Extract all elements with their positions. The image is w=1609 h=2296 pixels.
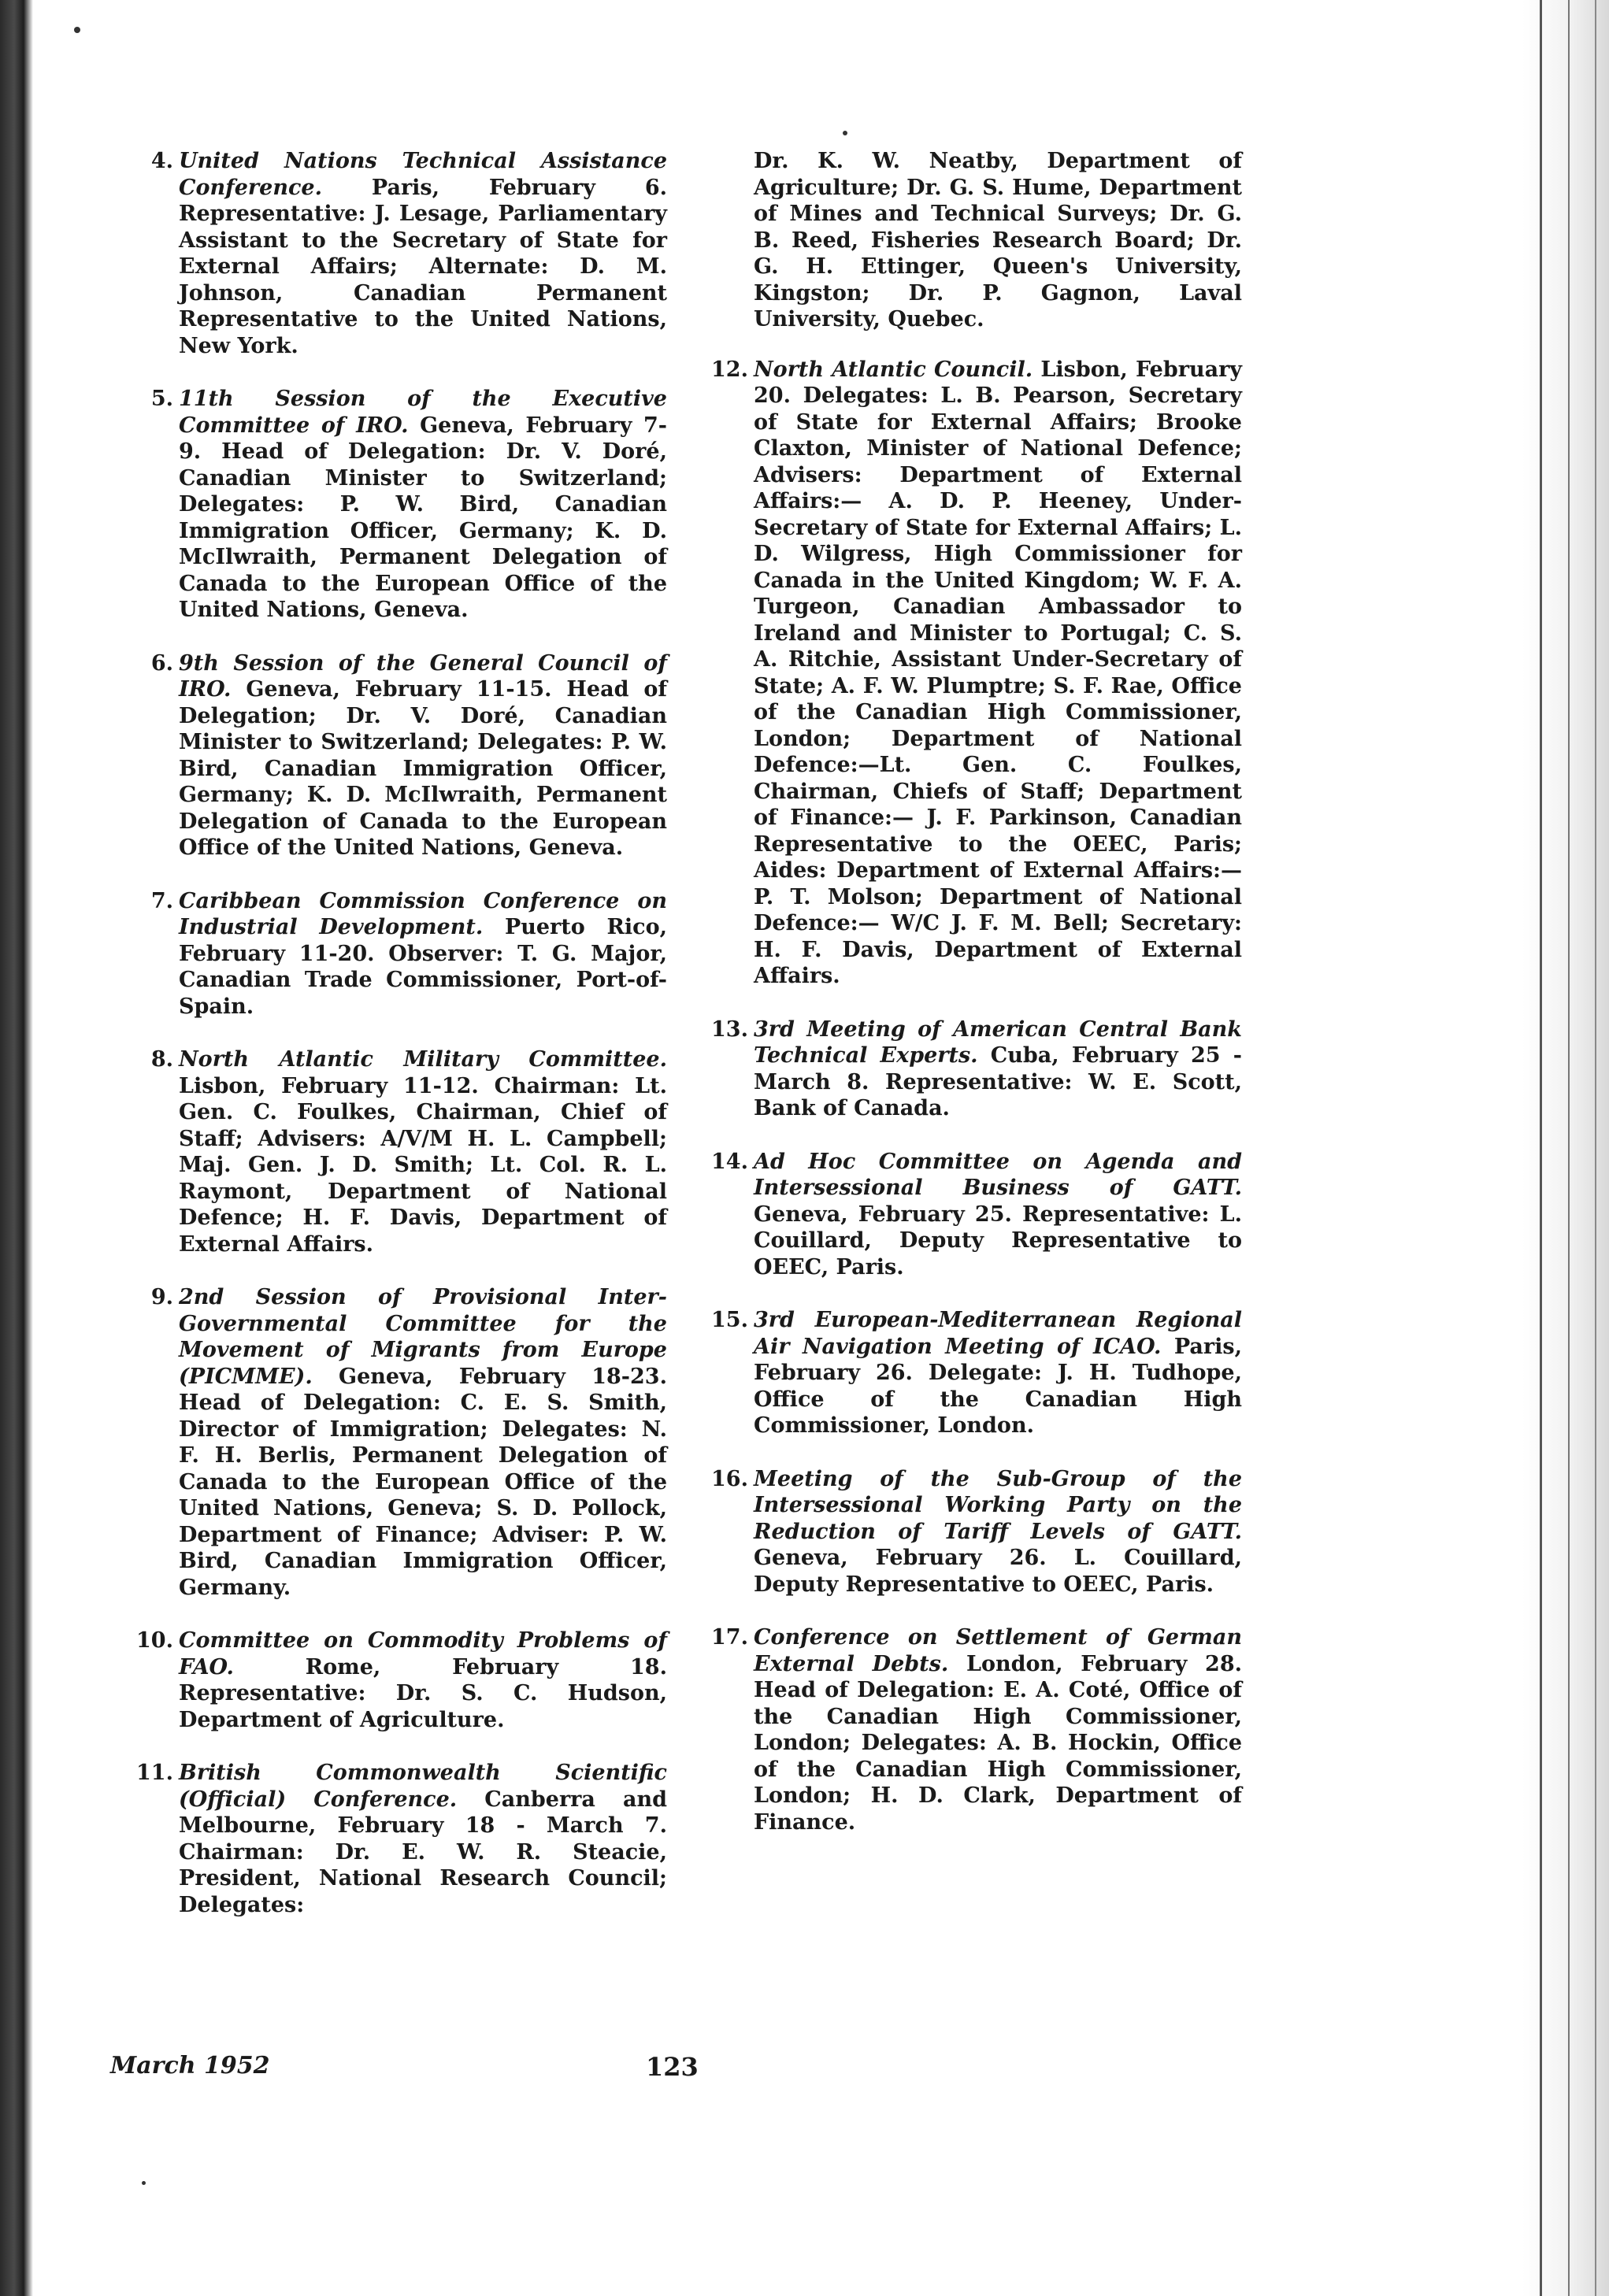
list-item bbox=[135, 1628, 667, 1733]
item-body: Rome, February 18. Representative: Dr. S. C. Hudson, Department of Agriculture. bbox=[179, 1654, 667, 1732]
item-body: Paris, February 6. Representative: J. Lesage, Parliamentary Assistant to the Secretary of State for External Affairs; Alternate: D. M. Johnson, Canadian Permanent Representative to the United Nations, New York. bbox=[179, 175, 668, 358]
item-body: Geneva, February 18-23. Head of Delegation: C. E. S. Smith, Director of Immigration; Delegates: N. F. H. Berlis, Permanent Delegation of Canada to the European Office of the United Nations, Geneva; S. D. Pollock, Department of Finance; Adviser: P. W. Bird, Canadian Immigration Officer, Germany. bbox=[179, 1364, 667, 1600]
item-number: 13. bbox=[711, 1017, 748, 1042]
item-title: Conference on Settlement of German External Debts. bbox=[754, 1625, 1242, 1676]
scan-right-edge bbox=[1522, 0, 1609, 2296]
scan-edge-line bbox=[1595, 0, 1596, 2296]
item-title: United Nations Technical Assistance Conference. bbox=[179, 149, 667, 200]
item-body: Cuba, February 25 - March 8. Representative: W. E. Scott, Bank of Canada. bbox=[754, 1043, 1242, 1120]
item-body: Geneva, February 26. L. Couillard, Deputy Representative to OEEC, Paris. bbox=[754, 1546, 1242, 1597]
page-number: 123 bbox=[646, 2052, 699, 2082]
item-number: 7. bbox=[150, 888, 173, 913]
item-body: Geneva, February 25. Representative: L. Couillard, Deputy Representative to OEEC, Paris. bbox=[754, 1202, 1242, 1279]
scan-edge-line bbox=[1540, 0, 1542, 2296]
list-item bbox=[710, 1307, 1242, 1439]
item-title: 2nd Session of Provisional Inter-Governmental Committee for the Movement of Migrants from Europe (PICMME). bbox=[179, 1285, 667, 1389]
item-body: Paris, February 26. Delegate: J. H. Tudhope, Office of the Canadian High Commissioner, London. bbox=[754, 1334, 1242, 1438]
item-number: 15. bbox=[711, 1308, 748, 1332]
list-item bbox=[135, 386, 667, 624]
item-number: 9. bbox=[150, 1285, 173, 1309]
list-item bbox=[135, 1760, 667, 1918]
scan-left-edge bbox=[0, 0, 33, 2296]
scan-speck bbox=[142, 2181, 146, 2185]
item-number: 8. bbox=[150, 1047, 173, 1072]
list-item bbox=[710, 1624, 1242, 1835]
item-number: 17. bbox=[711, 1625, 748, 1650]
item-title: North Atlantic Military Committee. bbox=[179, 1047, 667, 1072]
scan-speck bbox=[843, 131, 847, 135]
item-number: 10. bbox=[136, 1628, 173, 1653]
list-item bbox=[135, 888, 667, 1020]
list-item bbox=[135, 148, 667, 359]
list-item bbox=[710, 1017, 1242, 1122]
item-title: North Atlantic Council. bbox=[754, 357, 1041, 382]
item-body: Geneva, February 11-15. Head of Delegation; Dr. V. Doré, Canadian Minister to Switzerland; Delegates: P. W. Bird, Canadian Immigration Officer, Germany; K. D. McIlwraith, Permanent Delegation of Canada to the European Office of the United Nations, Geneva. bbox=[179, 677, 667, 860]
continued-text: Dr. K. W. Neatby, Department of Agriculture; Dr. G. S. Hume, Department of Mines and Technical Surveys; Dr. G. B. Reed, Fisheries Research Board; Dr. G. H. Ettinger, Queen's University, Kingston; Dr. P. Gagnon, Laval University, Quebec. bbox=[754, 149, 1242, 331]
list-item bbox=[135, 1284, 667, 1601]
list-item bbox=[710, 1149, 1242, 1281]
item-title: 9th Session of the General Council of IRO. bbox=[179, 650, 667, 702]
item-number: 6. bbox=[150, 650, 173, 676]
list-item bbox=[710, 1466, 1242, 1598]
item-title: British Commonwealth Scientific (Official) Conference. bbox=[179, 1761, 667, 1812]
right-column bbox=[710, 148, 1242, 1862]
item-number: 11. bbox=[136, 1761, 173, 1785]
left-column bbox=[135, 148, 667, 1945]
item-number: 16. bbox=[711, 1466, 748, 1491]
item-title: Committee on Commodity Problems of FAO. bbox=[179, 1628, 667, 1679]
footer-date: March 1952 bbox=[110, 2052, 270, 2079]
item-body: Canberra and Melbourne, February 18 - March 7. Chairman: Dr. E. W. R. Steacie, President, National Research Council; Delegates: bbox=[179, 1787, 667, 1917]
item-body: Geneva, February 7-9. Head of Delegation: Dr. V. Doré, Canadian Minister to Switzerland; Delegates: P. W. Bird, Canadian Immigration Officer, Germany; K. D. McIlwraith, Permanent Delegation of Canada to the European Office of the United Nations, Geneva. bbox=[179, 413, 667, 622]
item-title: 3rd Meeting of American Central Bank Technical Experts. bbox=[754, 1017, 1242, 1068]
item-number: 5. bbox=[150, 387, 173, 411]
item-number: 4. bbox=[150, 149, 173, 173]
item-number: 12. bbox=[711, 357, 748, 382]
item-title: 3rd European-Mediterranean Regional Air Navigation Meeting of ICAO. bbox=[754, 1308, 1242, 1359]
item-title: Meeting of the Sub-Group of the Intersessional Working Party on the Reduction of Tariff Levels of GATT. bbox=[754, 1466, 1242, 1544]
item-body: Lisbon, February 20. Delegates: L. B. Pearson, Secretary of State for External Affairs; Brooke Claxton, Minister of National Defence; Advisers: Department of External Affairs:— A. D. P. Heeney, Under-Secretary of State for External Affairs; L. D. Wilgress, High Commissioner for Canada in the United Kingdom; W. F. A. Turgeon, Canadian Ambassador to Ireland and Minister to Portugal; C. S. A. Ritchie, Assistant Under-Secretary of State; A. F. W. Plumptre; S. F. Rae, Office of the Canadian High Commissioner, London; Department of National Defence:—Lt. Gen. C. Foulkes, Chairman, Chiefs of Staff; Department of Finance:— J. F. Parkinson, Canadian Representative to the OEEC, Paris; Aides: Department of External Affairs:— P. T. Molson; Department of National Defence:— W/C J. F. M. Bell; Secretary: H. F. Davis, Department of External Affairs. bbox=[754, 357, 1242, 988]
list-item bbox=[710, 357, 1242, 990]
item-title: 11th Session of the Executive Committee of IRO. bbox=[179, 387, 667, 438]
list-item bbox=[135, 1046, 667, 1257]
scan-speck bbox=[74, 27, 80, 33]
list-item bbox=[135, 650, 667, 861]
scan-edge-line bbox=[1568, 0, 1570, 2296]
item-body: Puerto Rico, February 11-20. Observer: T. G. Major, Canadian Trade Commissioner, Port-of-Spain. bbox=[179, 915, 668, 1019]
item-number: 14. bbox=[711, 1149, 748, 1174]
item-title: Ad Hoc Committee on Agenda and Intersessional Business of GATT. bbox=[754, 1149, 1242, 1200]
item-title: Caribbean Commission Conference on Industrial Development. bbox=[179, 888, 667, 939]
item-body: London, February 28. Head of Delegation: E. A. Coté, Office of the Canadian High Commissioner, London; Delegates: A. B. Hockin, Office of the Canadian High Commissioner, London; H. D. Clark, Department of Finance. bbox=[754, 1651, 1243, 1835]
item-body: Lisbon, February 11-12. Chairman: Lt. Gen. C. Foulkes, Chairman, Chief of Staff; Advisers: A/V/M H. L. Campbell; Maj. Gen. J. D. Smith; Lt. Col. R. L. Raymont, Department of National Defence; H. F. Davis, Department of External Affairs. bbox=[179, 1073, 667, 1257]
